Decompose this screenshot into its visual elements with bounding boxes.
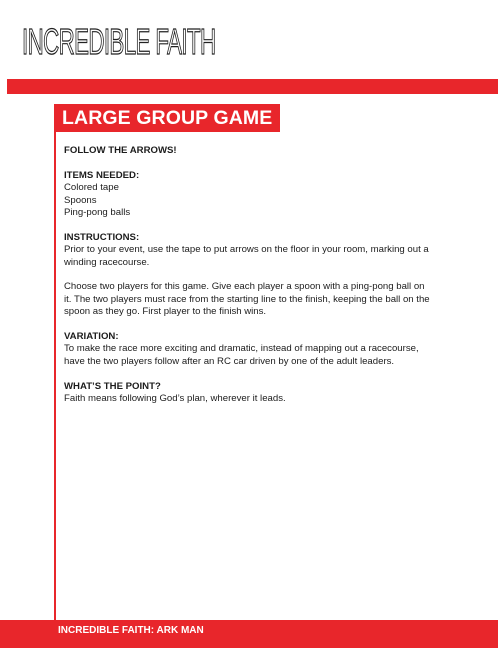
instructions-section <box>64 232 464 269</box>
paragraph-line: To make the race more exciting and dramatic, instead of mapping out a racecourse, <box>64 343 419 355</box>
list-item: Ping-pong balls <box>64 207 131 219</box>
paragraph-line: it. The two players must race from the starting line to the finish, keeping the ball on the <box>64 293 430 305</box>
paragraph-line: Prior to your event, use the tape to put arrows on the floor in your room, marking out a <box>64 244 429 256</box>
game-title: FOLLOW THE ARROWS! <box>64 145 177 156</box>
footer-title: INCREDIBLE FAITH: ARK MAN <box>58 625 204 636</box>
top-accent-bar <box>7 79 498 94</box>
paragraph-line: Choose two players for this game. Give each player a spoon with a ping-pong ball on <box>64 281 425 293</box>
paragraph-line: winding racecourse. <box>64 256 150 268</box>
point-heading: WHAT’S THE POINT? <box>64 380 161 392</box>
items-heading: ITEMS NEEDED: <box>64 169 140 181</box>
paragraph-line: have the two players follow after an RC car driven by one of the adult leaders. <box>64 355 395 367</box>
paragraph-line: Faith means following God’s plan, wherever it leads. <box>64 393 286 405</box>
paragraph-line: spoon as they go. First player to the finish wins. <box>64 306 267 318</box>
section-title: LARGE GROUP GAME <box>54 104 280 132</box>
items-needed-section <box>64 170 464 220</box>
incredible-faith-logo: INCREDIBLE FAITH <box>22 21 216 62</box>
instructions-heading: INSTRUCTIONS: <box>64 231 140 243</box>
point-section <box>64 381 464 406</box>
variation-heading: VARIATION: <box>64 331 119 343</box>
list-item: Spoons <box>64 194 97 206</box>
variation-section <box>64 331 464 368</box>
game-content <box>64 145 464 418</box>
instructions-paragraph-2 <box>64 281 464 318</box>
list-item: Colored tape <box>64 182 119 194</box>
left-accent-rule <box>54 128 56 620</box>
